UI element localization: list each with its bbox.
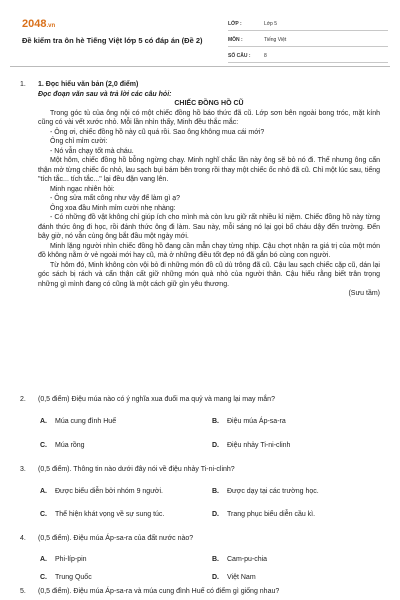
- paragraph: - Ông ơi, chiếc đồng hồ này cũ quá rồi. Sao ông không mua cái mới?: [50, 128, 265, 136]
- paragraph: - Ông sửa mất công như vậy để làm gì ạ?: [50, 195, 180, 202]
- option-c[interactable]: C. Thể hiện khát vọng về sự sung túc.: [40, 511, 165, 518]
- meta-row-class: LỚP : Lớp 5: [228, 17, 388, 31]
- question-text: (0,5 điểm) Điệu múa nào có ý nghĩa xua đuổi ma quỷ và mang lại may mắn?: [38, 396, 275, 403]
- question-number: 2.: [20, 396, 26, 403]
- question-text: (0,5 điểm). Thông tin nào dưới đây nói về điệu nhảy Ti-ni-clinh?: [38, 466, 235, 473]
- question-number: 5.: [20, 588, 26, 595]
- option-c[interactable]: C. Múa rồng: [40, 442, 85, 449]
- paragraph: - Có những đồ vật không chỉ giúp ích cho mình mà còn lưu giữ rất nhiều kỉ niệm. Chiếc đồng hồ này từng đánh thức ông đi học, rồi đánh thức ông đi làm. Sau này, mỗi sáng nó lại gọi bố cháu dậy đến trường. Đến bây giờ, nó vẫn cùng ông bắt đầu một ngày mới.: [38, 214, 380, 240]
- paragraph: Minh lặng người nhìn chiếc đồng hồ đang cần mẫn chạy từng nhịp. Cậu chợt nhận ra giá trị của một món đồ không nằm ở vẻ ngoài mới hay cũ, mà ở những điều tốt đẹp nó đã gắn bó cùng con người.: [38, 242, 380, 259]
- paragraph: Ông xoa đầu Minh mỉm cười nhẹ nhàng:: [50, 204, 176, 212]
- question-number: 1.: [20, 81, 26, 88]
- instruction: Đọc đoạn văn sau và trả lời các câu hỏi:: [38, 90, 172, 98]
- option-c[interactable]: C. Trung Quốc: [40, 574, 92, 581]
- header-divider: [10, 66, 390, 67]
- meta-row-question-count: SỐ CÂU : 8: [228, 49, 388, 63]
- option-b[interactable]: B. Được dạy tại các trường học.: [212, 488, 319, 495]
- meta-table: [228, 17, 388, 65]
- question-number: 4.: [20, 535, 26, 542]
- paragraph: Một hôm, chiếc đồng hồ bỗng ngừng chạy. Minh nghĩ chắc lần này ông sẽ bỏ nó đi. Thế nhưng ông cẩn thận mở từng chiếc ốc nhỏ, lau sạch bụi bám bên trong rồi thay một chiếc ốc nhỏ đã cũ. Chỉ một lúc sau, tiếng "tích tắc... tích tắc..." lại đều đặn vang lên.: [38, 157, 380, 183]
- option-d[interactable]: D. Việt Nam: [212, 574, 256, 581]
- paragraph: - Nó vẫn chạy tốt mà cháu.: [50, 147, 134, 155]
- paragraph: Từ hôm đó, Minh không còn vội bỏ đi những món đồ cũ dù trông đã cũ. Cậu lau sạch chiếc cặp cũ, dán lại góc sách bị rách và cẩn thận cất giữ những món quà nhỏ của người thân. Cậu hiểu rằng biết trân trọng những gì mình đang có cũng là một cách giữ gìn yêu thương.: [38, 261, 380, 288]
- section-heading: 1. Đọc hiểu văn bản (2,0 điểm): [38, 81, 139, 88]
- site-logo[interactable]: 2048.vn: [22, 18, 56, 30]
- source-note: (Sưu tầm): [348, 290, 380, 297]
- story-title: CHIẾC ĐỒNG HỒ CŨ: [174, 100, 244, 107]
- option-b[interactable]: B. Điệu múa Áp-sa-ra: [212, 418, 286, 425]
- question-text: (0,5 điểm). Điệu múa Áp-sa-ra và múa cung đình Huế có điểm gì giống nhau?: [38, 588, 280, 595]
- paragraph: Ông chỉ mỉm cười:: [50, 138, 108, 145]
- option-a[interactable]: A. Được biểu diễn bởi nhóm 9 người.: [40, 488, 163, 495]
- option-a[interactable]: A. Múa cung đình Huế: [40, 418, 117, 425]
- page-title: Đề kiểm tra ôn hè Tiếng Việt lớp 5 có đáp án (Đề 2): [22, 36, 203, 45]
- meta-row-subject: MÔN : Tiếng Việt: [228, 33, 388, 47]
- paragraph: Minh ngạc nhiên hỏi:: [50, 185, 115, 193]
- question-number: 3.: [20, 466, 26, 473]
- option-b[interactable]: B. Cam-pu-chia: [212, 556, 268, 563]
- question-text: (0,5 điểm). Điệu múa Áp-sa-ra của đất nước nào?: [38, 535, 194, 542]
- option-a[interactable]: A. Phi-líp-pin: [40, 556, 87, 563]
- option-d[interactable]: D. Trang phục biểu diễn cầu kì.: [212, 511, 316, 518]
- option-d[interactable]: D. Điệu nhảy Ti-ni-clinh: [212, 442, 291, 449]
- paragraph: Trong góc tủ của ông nội có một chiếc đồng hồ báo thức đã cũ. Lớp sơn bên ngoài bong tróc, mặt kính cũng có vài vết xước nhỏ. Mỗi lần nhìn thấy, Minh đều thắc mắc:: [38, 109, 380, 126]
- worksheet-header: [10, 8, 390, 62]
